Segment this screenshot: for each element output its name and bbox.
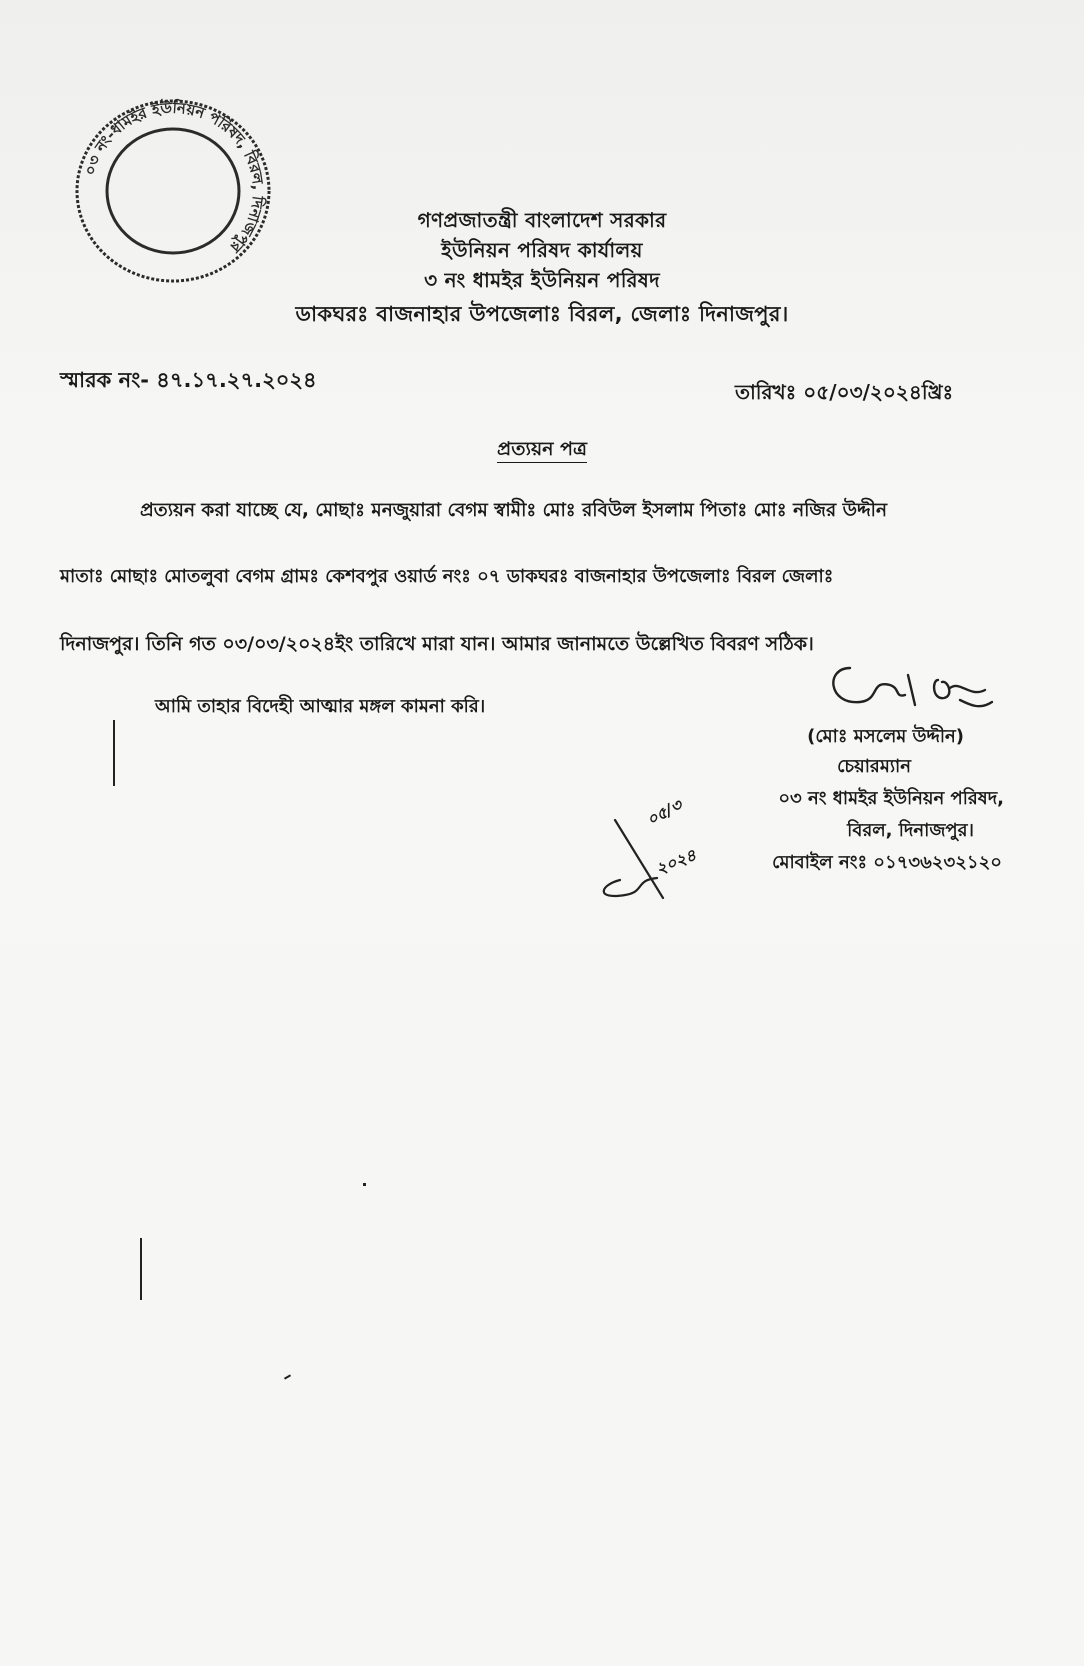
- header-line-1: গণপ্রজাতন্ত্রী বাংলাদেশ সরকার: [417, 208, 667, 232]
- header-line-3: ৩ নং ধামইর ইউনিয়ন পরিষদ: [424, 268, 660, 292]
- subject-title: [0, 435, 1084, 467]
- seal-text: ০৩ নং-ধামইর ইউনিয়ন পরিষদ, বিরল, দিনাজপুর: [80, 98, 268, 257]
- handwritten-date-line-2: ২০২৪: [653, 845, 699, 879]
- scan-mark: [363, 1183, 366, 1186]
- body-line-1: প্রত্যয়ন করা যাচ্ছে যে, মোছাঃ মনজুয়ারা বেগম স্বামীঃ মোঃ রবিউল ইসলাম পিতাঃ মোঃ নজির উদ্দীন: [140, 500, 888, 521]
- scan-mark: [140, 1238, 142, 1300]
- scan-mark: [113, 720, 115, 786]
- handwritten-date-line-1: ০৫/৩: [643, 795, 686, 830]
- subject-text: প্রত্যয়ন পত্র: [497, 438, 587, 463]
- header-line-2: ইউনিয়ন পরিষদ কার্যালয়: [441, 238, 643, 262]
- memo-number: স্মারক নং- ৪৭.১৭.২৭.২০২৪: [60, 368, 317, 392]
- signatory-mobile: মোবাইল নংঃ ০১৭৩৬২৩২১২০: [772, 852, 1002, 873]
- scan-mark: [284, 1374, 291, 1379]
- letter-date: তারিখঃ ০৫/০৩/২০২৪খ্রিঃ: [735, 380, 954, 404]
- body-line-3: দিনাজপুর। তিনি গত ০৩/০৩/২০২৪ইং তারিখে মারা যান। আমার জানামতে উল্লেখিত বিবরণ সঠিক।: [60, 633, 814, 655]
- signatory-office: ০৩ নং ধামইর ইউনিয়ন পরিষদ,: [778, 788, 1004, 809]
- signatory-title: চেয়ারম্যান: [837, 756, 911, 777]
- signatory-location: বিরল, দিনাজপুর।: [847, 820, 974, 841]
- signatory-name: (মোঃ মসলেম উদ্দীন): [807, 726, 964, 747]
- body-line-4: আমি তাহার বিদেহী আত্মার মঙ্গল কামনা করি।: [155, 696, 486, 717]
- body-line-2: মাতাঃ মোছাঃ মোতলুবা বেগম গ্রামঃ কেশবপুর ওয়ার্ড নংঃ ০৭ ডাকঘরঃ বাজনাহার উপজেলাঃ বিরল জেলাঃ: [60, 566, 834, 587]
- header-line-4: ডাকঘরঃ বাজনাহার উপজেলাঃ বিরল, জেলাঃ দিনাজপুর।: [295, 302, 789, 326]
- chairman-signature: [820, 650, 1005, 720]
